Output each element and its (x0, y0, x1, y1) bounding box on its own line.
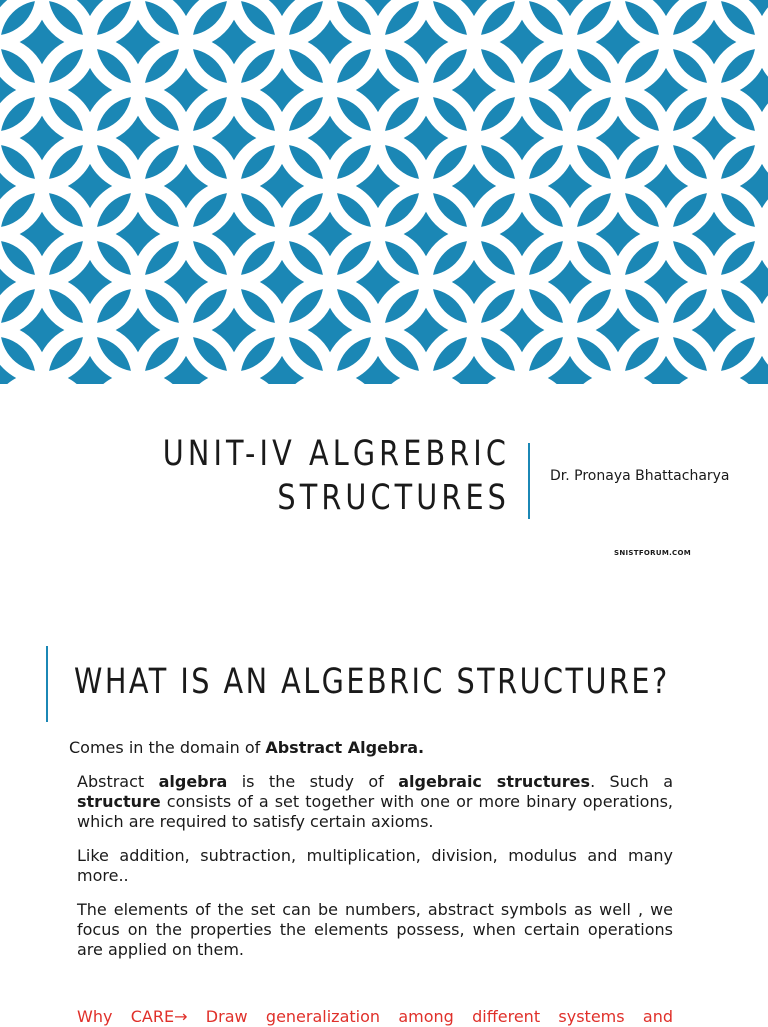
p1-bold-3: structure (77, 792, 161, 811)
title-divider (528, 443, 530, 519)
paragraph-elements: The elements of the set can be numbers, abstract symbols as well , we focus on the properties the elements possess, when certain operations are applied on them. (77, 900, 673, 959)
author-name: Dr. Pronaya Bhattacharya (550, 468, 730, 484)
p1-text-1: Abstract (77, 772, 159, 791)
paragraph-operations: Like addition, subtraction, multiplication, division, modulus and many more.. (77, 846, 673, 885)
p1-text-3: . Such a (590, 772, 674, 791)
slide-heading: WHAT IS AN ALGEBRIC STRUCTURE? (74, 662, 670, 702)
circle-lattice-pattern (0, 0, 768, 384)
intro-text: Comes in the domain of (69, 738, 266, 757)
heading-accent-bar (46, 646, 48, 722)
p1-bold-2: algebraic structures (398, 772, 591, 791)
body-text (77, 772, 673, 974)
title-line-2: STRUCTURES (277, 478, 510, 518)
slide-title (0, 432, 510, 520)
why-care-line: Why CARE→ Draw generalization among different systems and (77, 1007, 673, 1026)
footer-url: SNISTFORUM.COM (614, 549, 692, 557)
content-slide (0, 610, 768, 1024)
intro-bold-text: Abstract Algebra. (265, 738, 425, 757)
p1-bold-1: algebra (158, 772, 228, 791)
paragraph-definition (77, 772, 673, 832)
p1-text-2: is the study of (227, 772, 399, 791)
intro-line (69, 738, 424, 757)
title-line-1: UNIT-IV ALGREBRIC (162, 434, 510, 474)
p1-text-4: consists of a set together with one or more binary operations, which are required to satisfy certain axioms. (77, 792, 673, 831)
